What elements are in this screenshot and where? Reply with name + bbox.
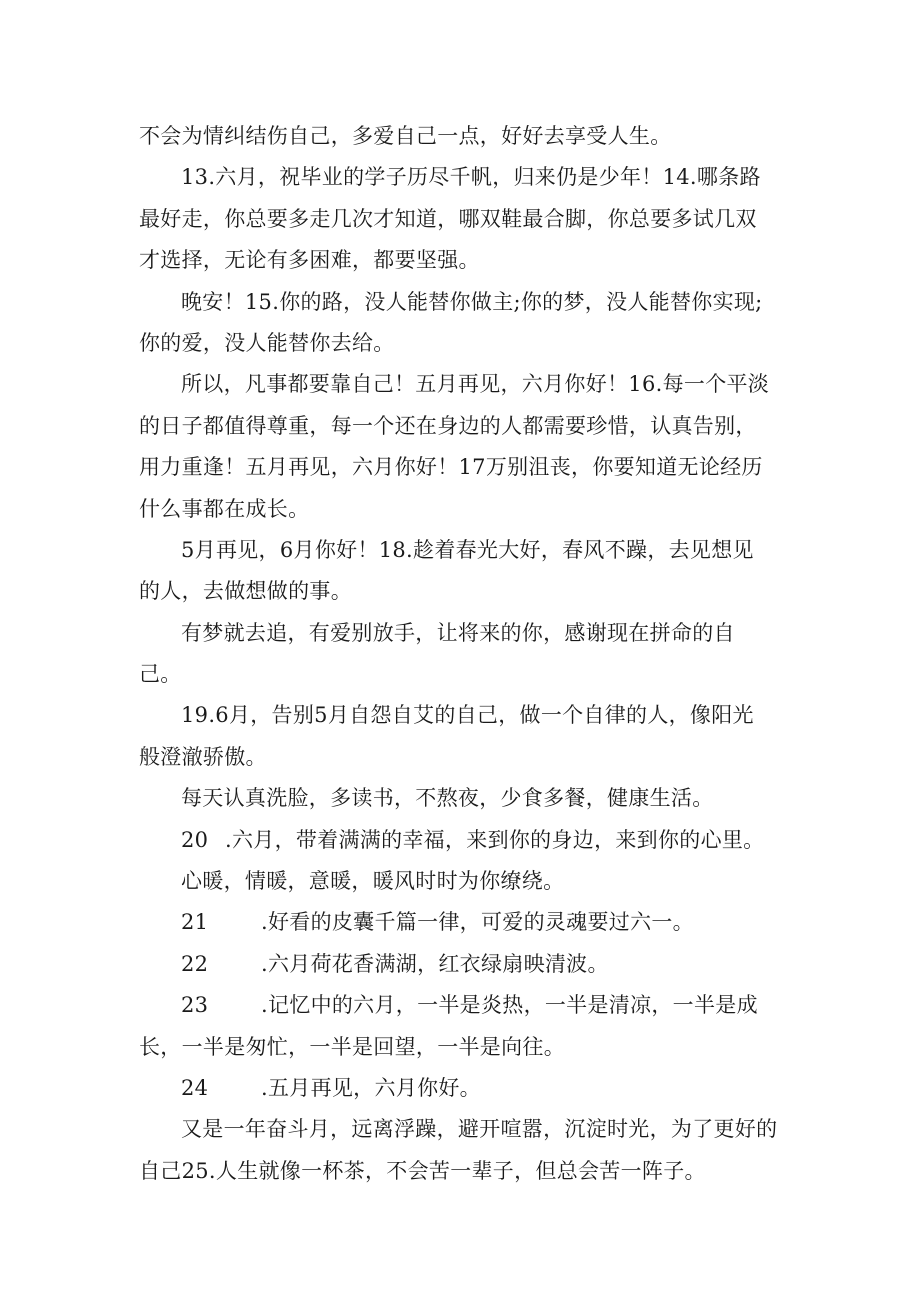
text-line: 晚安！15.你的路，没人能替你做主;你的梦，没人能替你实现;	[181, 289, 763, 314]
text-line: 5月再见，6月你好！18.趁着春光大好，春风不躁，去见想见	[181, 537, 754, 562]
item-number: 21	[181, 910, 209, 935]
text-line: 所以，凡事都要靠自己！五月再见，六月你好！16.每一个平淡	[181, 372, 770, 397]
text-line: 又是一年奋斗月，远离浮躁，避开喧嚣，沉淀时光，为了更好的	[181, 1117, 778, 1142]
numbered-item-22	[139, 944, 789, 985]
item-text: .五月再见，六月你好。	[261, 1075, 481, 1100]
text-line: 心暖，情暖，意暖，暖风时时为你缭绕。	[181, 869, 565, 894]
text-line: 每天认真洗脸，多读书，不熬夜，少食多餐，健康生活。	[181, 786, 714, 811]
numbered-item-24	[139, 1068, 789, 1109]
numbered-item-21	[139, 902, 789, 943]
item-number: 22	[181, 951, 209, 976]
item-text: .六月，带着满满的幸福，来到你的身边，来到你的心里。	[225, 827, 765, 852]
item-number: 24	[181, 1075, 209, 1100]
item-text: .六月荷花香满湖，红衣绿扇映清波。	[261, 951, 609, 976]
text-line: 才选择，无论有多困难，都要坚强。	[139, 248, 480, 273]
item-number: 23	[181, 993, 209, 1018]
text-line: 己。	[139, 662, 182, 687]
item-text: .好看的皮囊千篇一律，可爱的灵魂要过六一。	[261, 910, 694, 935]
text-line: 的人，去做想做的事。	[139, 579, 352, 604]
numbered-item-20	[139, 820, 789, 861]
text-line: 长，一半是匆忙，一半是回望，一半是向往。	[139, 1034, 565, 1059]
text-line: 的日子都值得尊重，每一个还在身边的人都需要珍惜，认真告别，	[139, 413, 757, 438]
text-line: 自己25.人生就像一杯茶，不会苦一辈子，但总会苦一阵子。	[139, 1158, 706, 1183]
text-line: 般澄澈骄傲。	[139, 744, 267, 769]
text-line: 什么事都在成长。	[139, 496, 310, 521]
text-line: 用力重逢！五月再见，六月你好！17万别沮丧，你要知道无论经历	[139, 455, 763, 480]
numbered-item-23	[139, 985, 789, 1026]
item-number: 20	[181, 827, 209, 852]
document-body	[139, 116, 789, 1192]
text-line: 不会为情纠结伤自己，多爱自己一点，好好去享受人生。	[139, 124, 672, 148]
text-line: 最好走，你总要多走几次才知道，哪双鞋最合脚，你总要多试几双	[139, 206, 757, 231]
text-line: 19.6月，告别5月自怨自艾的自己，做一个自律的人，像阳光	[181, 703, 754, 728]
text-line: 你的爱，没人能替你去给。	[139, 330, 395, 355]
text-line: 有梦就去追，有爱别放手，让将来的你，感谢现在拼命的自	[181, 620, 735, 645]
text-line: 13.六月，祝毕业的学子历尽千帆，归来仍是少年！14.哪条路	[181, 165, 761, 190]
item-text: .记忆中的六月，一半是炎热，一半是清凉，一半是成	[261, 993, 758, 1018]
